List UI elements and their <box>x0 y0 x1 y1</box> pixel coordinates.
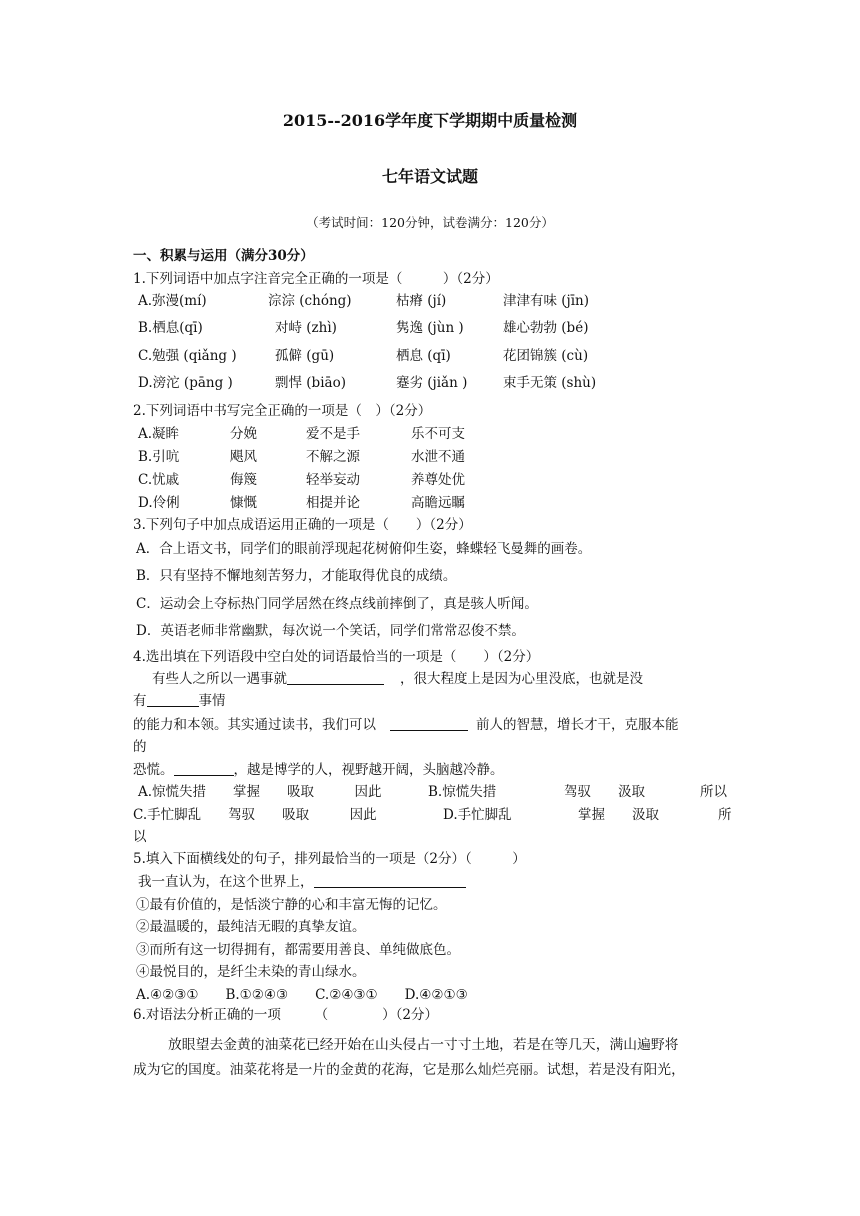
q4-blank-4 <box>174 761 234 776</box>
q4-passage-line5 <box>133 761 504 779</box>
q1-a-2: 淙淙 (chóng) <box>268 293 352 309</box>
q4-option-d-conj-wrap: 以 <box>133 829 147 845</box>
q5-sentence-4: ④最悦目的，是纤尘未染的青山绿水。 <box>136 964 366 980</box>
q4-passage-line1 <box>152 670 643 688</box>
q4-text: 恐慌。 <box>133 762 174 778</box>
q1-b-4: 雄心勃勃 (bé) <box>503 320 589 336</box>
q4-option-b: B.惊慌失措 <box>428 784 497 800</box>
q2-b-3: 不解之源 <box>306 449 360 465</box>
section-heading: 一、积累与运用（满分30分） <box>133 248 314 264</box>
q4-option-c: C.手忙脚乱 驾驭 吸取 因此 <box>133 807 377 823</box>
q2-b-2: 飓风 <box>230 449 257 465</box>
q1-d-4: 束手无策 (shù) <box>503 375 597 391</box>
q2-c-4: 养尊处优 <box>411 472 465 488</box>
q4-stem: 4.选出填在下列语段中空白处的词语最恰当的一项是（ ）（2分） <box>133 649 540 665</box>
q4-text: 事情 <box>198 693 226 709</box>
q1-stem: 1.下列词语中加点字注音完全正确的一项是（ ）（2分） <box>133 271 499 287</box>
q2-d-3: 相提并论 <box>306 495 360 511</box>
q4-text: 前人的智慧，增长才干，克服本能 <box>476 717 679 733</box>
q2-c-3: 轻举妄动 <box>306 472 360 488</box>
q1-c-2: 孤僻 (gū) <box>275 348 335 364</box>
q1-c-3: 栖息 (qī) <box>396 348 451 364</box>
q5-sentence-1: ①最有价值的，是恬淡宁静的心和丰富无悔的记忆。 <box>136 897 447 913</box>
q4-blank-1 <box>287 670 384 685</box>
q5-lead <box>138 873 466 891</box>
q3-option-d: D．英语老师非常幽默，每次说一个笑话，同学们常常忍俊不禁。 <box>136 623 525 639</box>
q4-option-d: D.手忙脚乱 <box>443 807 512 823</box>
q4-passage-line4: 的 <box>133 739 147 755</box>
q4-text: 有些人之所以一遇事就 <box>152 671 287 687</box>
q1-a-4: 津津有味 (jīn) <box>503 293 590 309</box>
q5-text: 我一直认为，在这个世界上， <box>138 874 314 890</box>
q1-d-3: 蹇劣 (jiǎn ) <box>396 375 468 391</box>
q2-stem: 2.下列词语中书写完全正确的一项是（ ）（2分） <box>133 403 432 419</box>
exam-info: （考试时间：120分钟，试卷满分：120分） <box>306 215 554 230</box>
q2-c-2: 侮篾 <box>230 472 257 488</box>
q5-stem: 5.填入下面横线处的句子，排列最恰当的一项是（2分）（ ） <box>133 851 526 867</box>
q5-sentence-3: ③而所有这一切得拥有，都需要用善良、单纯做底色。 <box>136 942 460 958</box>
q4-option-b-words: 驾驭 汲取 <box>564 784 645 800</box>
q1-d-1: D.滂沱 (pāng ) <box>138 375 233 391</box>
q1-a-1: A.弥漫(mí) <box>138 293 207 309</box>
q5-blank <box>314 873 466 888</box>
q2-a-3: 爱不是手 <box>306 426 360 442</box>
q2-b-1: B.引吭 <box>138 449 180 465</box>
q6-passage-line1: 放眼望去金黄的油菜花已经开始在山头侵占一寸寸土地，若是在等几天，满山遍野将 <box>168 1037 679 1053</box>
q1-b-2: 对峙 (zhì) <box>275 320 337 336</box>
exam-subtitle: 七年语文试题 <box>381 167 478 186</box>
q5-options: A.④②③① B.①②④③ C.②④③① D.④②①③ <box>136 987 468 1003</box>
q3-option-a: A．合上语文书，同学们的眼前浮现起花树俯仰生姿，蜂蝶轻飞曼舞的画卷。 <box>136 541 592 557</box>
q1-c-4: 花团锦簇 (cù) <box>503 348 589 364</box>
q6-passage-line2: 成为它的国度。油菜花将是一片的金黄的花海，它是那么灿烂亮丽。试想，若是没有阳光， <box>133 1062 685 1078</box>
q4-option-d-words: 掌握 汲取 <box>578 807 659 823</box>
q3-option-c: C．运动会上夺标热门同学居然在终点线前摔倒了，真是骇人听闻。 <box>136 596 538 612</box>
q4-blank-3 <box>390 716 468 731</box>
q1-b-1: B.栖息(qī) <box>138 320 203 336</box>
q2-c-1: C.忧戚 <box>138 472 180 488</box>
q4-option-d-conj: 所 <box>718 807 732 823</box>
q4-option-a: A.惊慌失措 掌握 吸取 因此 <box>138 784 382 800</box>
q2-d-2: 慷慨 <box>230 495 257 511</box>
q2-d-4: 高瞻远瞩 <box>411 495 465 511</box>
q2-d-1: D.伶俐 <box>138 495 180 511</box>
q2-b-4: 水泄不通 <box>411 449 465 465</box>
q4-passage-line3 <box>133 716 679 734</box>
q4-passage-line2 <box>133 692 226 710</box>
q1-d-2: 剽悍 (biāo) <box>275 375 346 391</box>
exam-title: 2015--2016学年度下学期期中质量检测 <box>282 111 578 130</box>
q4-option-b-conj: 所以 <box>700 784 727 800</box>
q4-text: 有 <box>133 693 147 709</box>
q4-text: ，很大程度上是因为心里没底，也就是没 <box>400 671 643 687</box>
q6-stem: 6.对语法分析正确的一项 （ ）（2分） <box>133 1007 438 1023</box>
q3-stem: 3.下列句子中加点成语运用正确的一项是（ ）（2分） <box>133 517 472 533</box>
q2-a-2: 分娩 <box>230 426 257 442</box>
q2-a-1: A.凝眸 <box>138 426 180 442</box>
q4-blank-2 <box>147 692 199 707</box>
q5-sentence-2: ②最温暖的，最纯洁无暇的真挚友谊。 <box>136 919 366 935</box>
q1-a-3: 枯瘠 (jí) <box>396 293 447 309</box>
q2-a-4: 乐不可支 <box>411 426 465 442</box>
q4-text: ，越是博学的人，视野越开阔，头脑越冷静。 <box>233 762 504 778</box>
q4-text: 的能力和本领。其实通过读书，我们可以 <box>133 717 376 733</box>
q1-b-3: 隽逸 (jùn ) <box>396 320 464 336</box>
q1-c-1: C.勉强 (qiǎng ) <box>138 348 237 364</box>
q3-option-b: B．只有坚持不懈地刻苦努力，才能取得优良的成绩。 <box>136 568 457 584</box>
